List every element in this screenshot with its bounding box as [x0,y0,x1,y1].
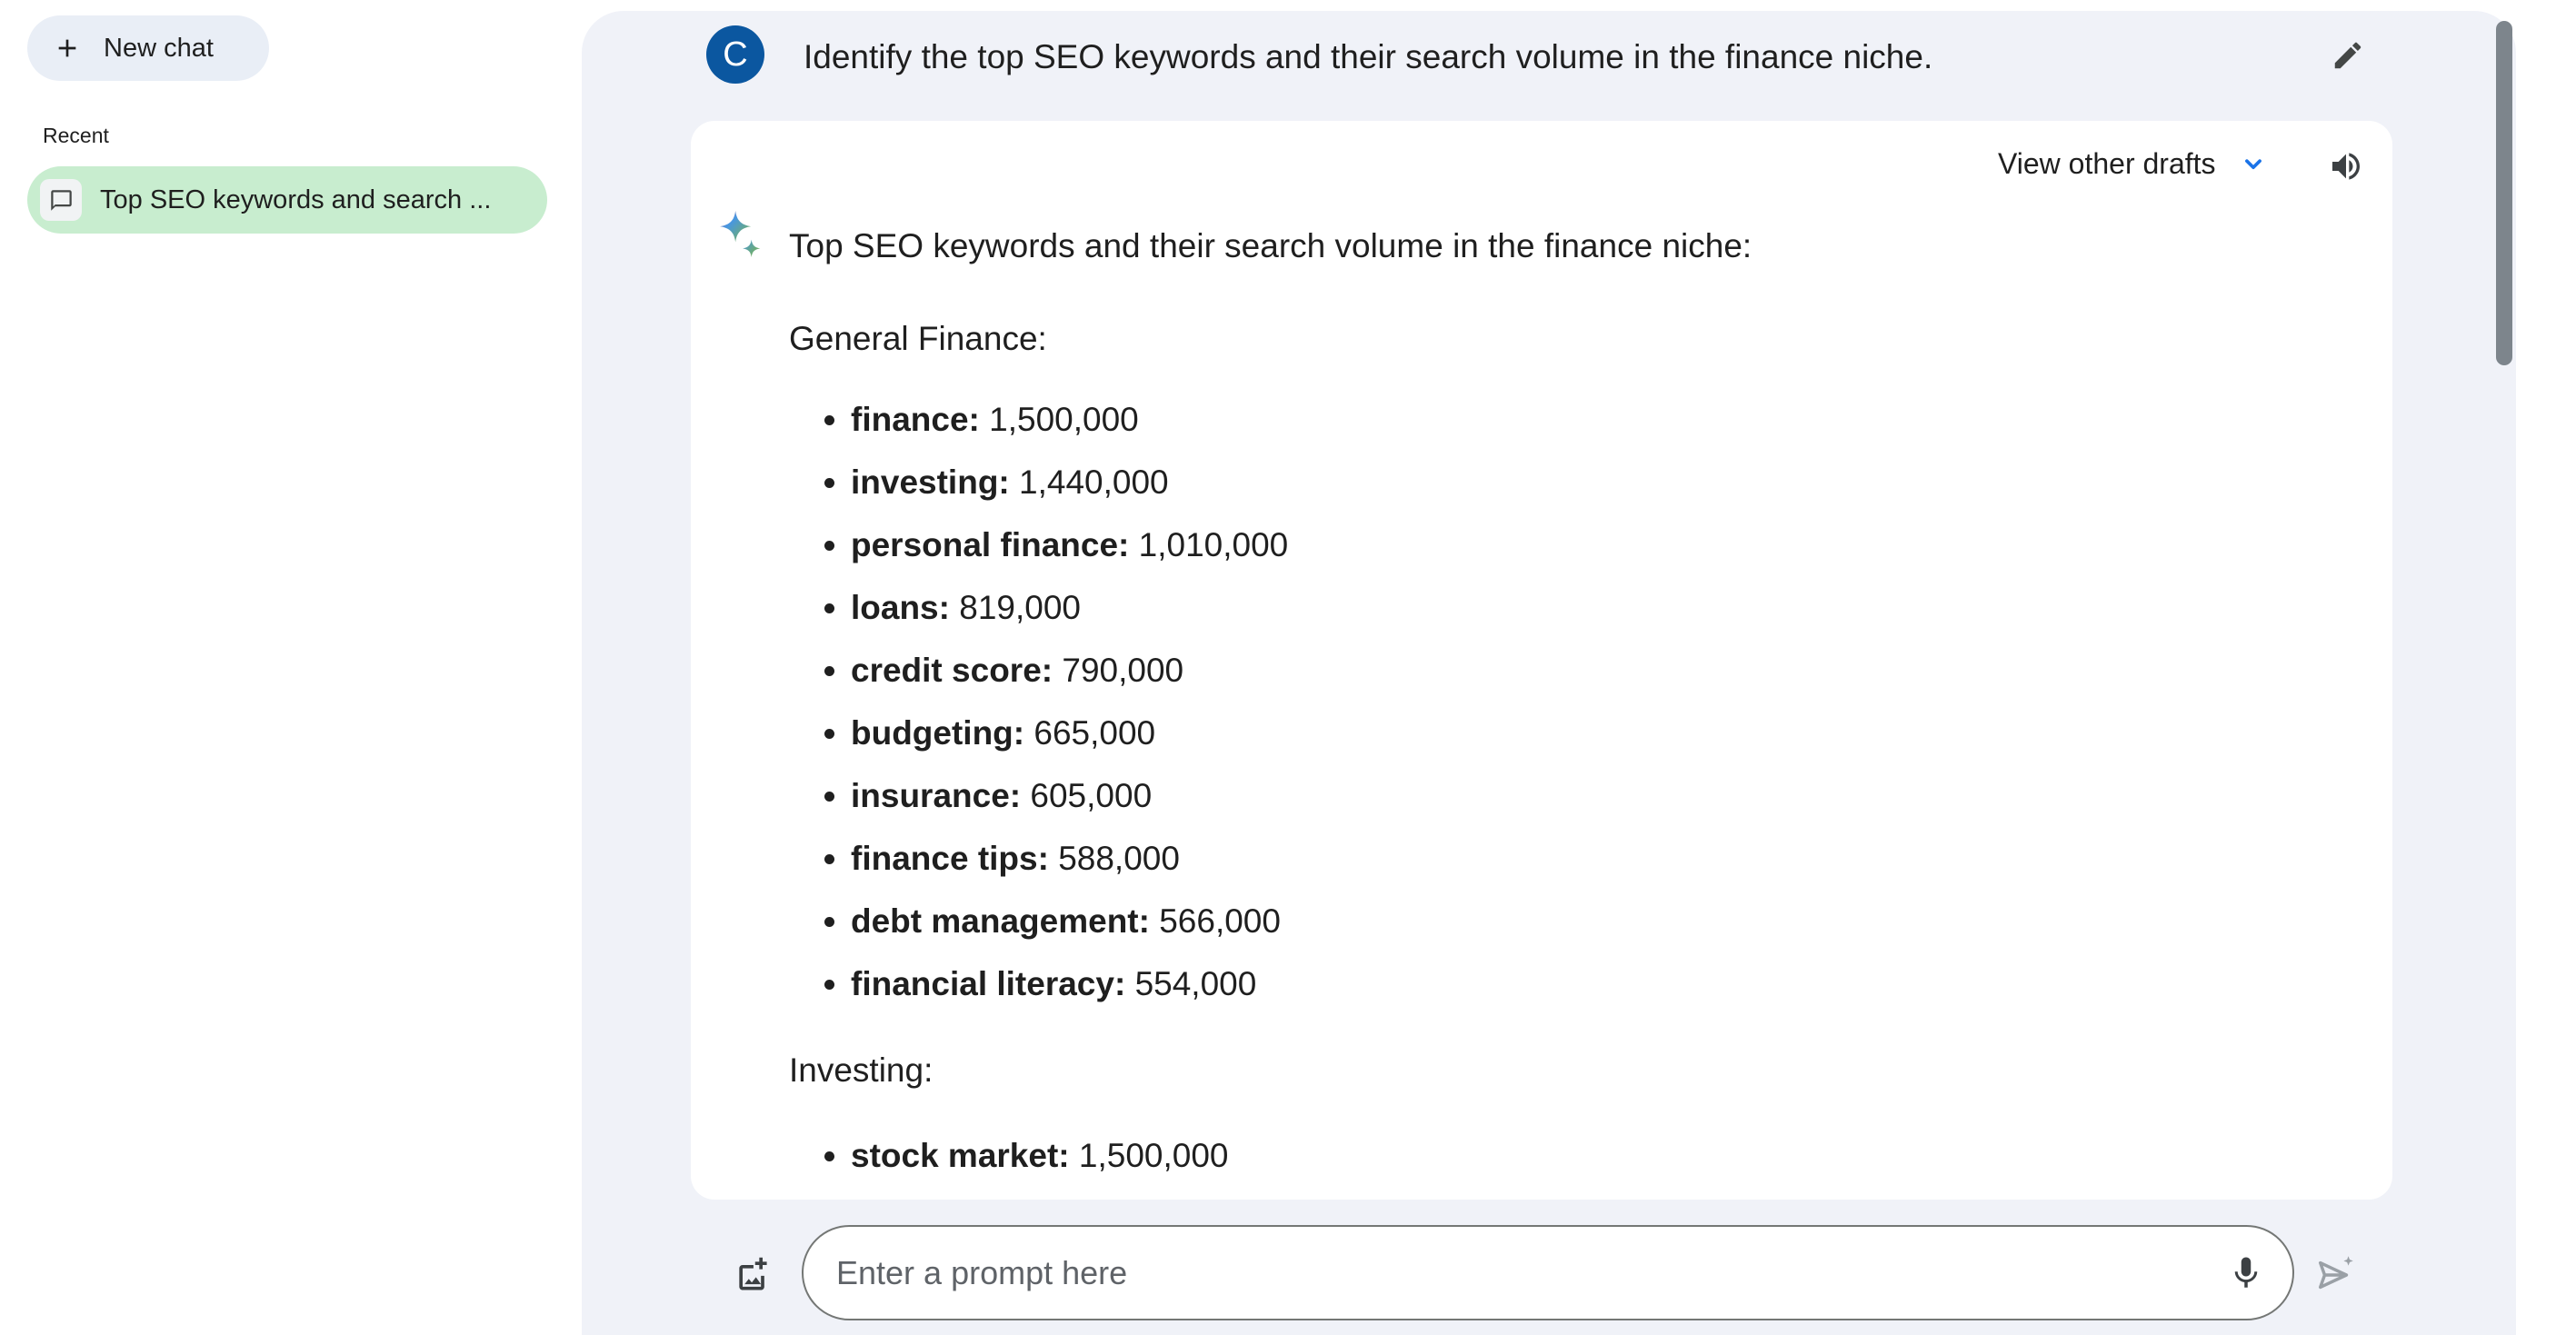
sidebar [0,0,582,1335]
send-button[interactable] [2311,1250,2360,1300]
prompt-input[interactable] [836,1254,2234,1292]
keyword-item [851,952,1288,1015]
speaker-button[interactable] [2321,142,2371,191]
keyword-item [851,702,1288,764]
keyword-volume: 1,500,000 [1078,1137,1229,1174]
keyword-item [851,1124,1229,1187]
keyword-list-general-finance [804,388,1288,1015]
view-other-drafts-label: View other drafts [1998,146,2216,180]
keyword-label: investing: [851,463,1010,501]
keyword-label: stock market: [851,1137,1070,1174]
avatar-letter: C [723,35,748,74]
keyword-item [851,827,1288,890]
keyword-label: credit score: [851,652,1053,689]
new-chat-label: New chat [104,33,214,63]
add-image-icon [733,1255,773,1295]
keyword-item [851,451,1288,513]
keyword-label: loans: [851,589,950,626]
keyword-volume: 554,000 [1134,965,1257,1002]
section-heading-investing: Investing: [789,1051,934,1089]
recent-heading: Recent [43,124,109,147]
scrollbar-thumb[interactable] [2496,21,2512,365]
keyword-item [851,513,1288,576]
keyword-volume: 566,000 [1159,902,1281,940]
keyword-label: financial literacy: [851,965,1126,1002]
keyword-volume: 588,000 [1058,840,1180,877]
speaker-icon [2328,148,2364,184]
plus-icon [53,34,82,63]
keyword-label: finance: [851,401,980,438]
edit-message-button[interactable] [2323,31,2372,80]
keyword-volume: 790,000 [1062,652,1184,689]
keyword-list-investing [804,1124,1229,1187]
keyword-volume: 605,000 [1030,777,1153,814]
keyword-volume: 1,440,000 [1019,463,1169,501]
chat-bubble-icon [40,179,82,221]
user-message: Identify the top SEO keywords and their search volume in the finance niche. [804,38,1933,75]
keyword-item [851,764,1288,827]
bard-sparkle-icon [711,207,767,264]
keyword-item [851,576,1288,639]
microphone-button[interactable] [2222,1249,2271,1298]
user-avatar [706,25,764,84]
keyword-volume: 665,000 [1033,714,1156,752]
section-heading-general-finance: General Finance: [789,320,1047,357]
keyword-label: finance tips: [851,840,1049,877]
view-other-drafts-button[interactable] [1998,144,2269,184]
keyword-volume: 1,010,000 [1138,526,1289,563]
new-chat-button[interactable] [27,15,269,81]
add-image-button[interactable] [727,1250,778,1300]
keyword-volume: 819,000 [959,589,1081,626]
chevron-down-icon [2238,148,2269,179]
response-intro: Top SEO keywords and their search volume in the finance niche: [789,227,1752,264]
keyword-item [851,890,1288,952]
keyword-item [851,639,1288,702]
chat-item-title: Top SEO keywords and search ... [100,184,492,214]
keyword-label: debt management: [851,902,1150,940]
sidebar-item-chat[interactable] [27,166,547,234]
prompt-bar [802,1225,2294,1320]
keyword-item [851,388,1288,451]
edit-pencil-icon [2331,38,2365,73]
keyword-volume: 1,500,000 [989,401,1139,438]
keyword-label: insurance: [851,777,1022,814]
keyword-label: budgeting: [851,714,1025,752]
send-icon [2314,1254,2356,1296]
microphone-icon [2227,1254,2265,1292]
keyword-label: personal finance: [851,526,1130,563]
